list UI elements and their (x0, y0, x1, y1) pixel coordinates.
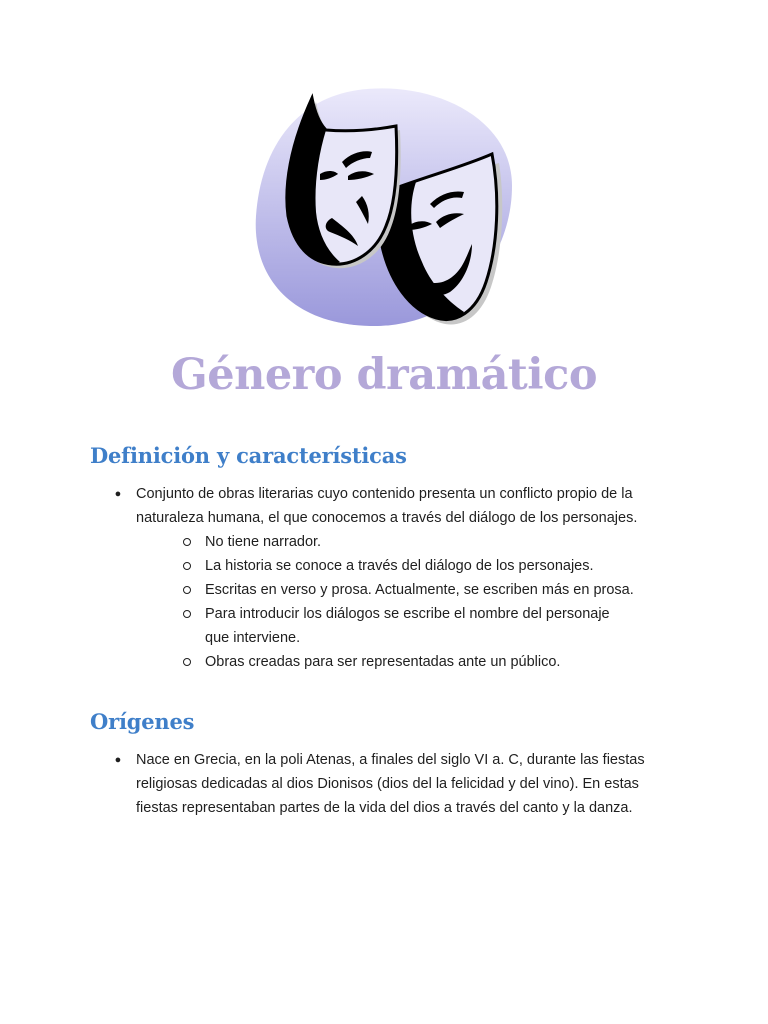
list-item-text: Nace en Grecia, en la poli Atenas, a finales del siglo VI a. C, durante las fiestas religiosas dedicadas al dios Dionisos (dios del la felicidad y del vino). En estas fiestas representaban partes de la vida del dios a través del canto y la danza. (136, 752, 645, 816)
sublist-item (136, 578, 664, 602)
bullet-icon: ● (114, 754, 122, 766)
circle-bullet-icon (183, 538, 191, 546)
sublist-item-text: Escritas en verso y prosa. Actualmente, se escriben más en prosa. (205, 582, 634, 598)
section-heading-definicion: Definición y características (90, 443, 407, 468)
bullet-icon: ● (114, 488, 122, 500)
sublist-item (136, 554, 664, 578)
circle-bullet-icon (183, 562, 191, 570)
page-title: Género dramático (170, 350, 597, 400)
sublist-item-text: La historia se conoce a través del diálogo de los personajes. (205, 558, 594, 574)
list-item (112, 748, 672, 820)
circle-bullet-icon (183, 610, 191, 618)
sublist-item (136, 650, 664, 674)
sublist-item (136, 602, 664, 650)
origins-list (112, 748, 672, 820)
definition-list (112, 482, 672, 674)
sublist-item (136, 530, 664, 554)
list-item (112, 482, 672, 674)
sublist (136, 530, 672, 674)
section-heading-origenes: Orígenes (90, 709, 195, 734)
list-item-text: Conjunto de obras literarias cuyo contenido presenta un conflicto propio de la naturaleza humana, el que conocemos a través del diálogo de los personajes. (136, 486, 638, 526)
theatre-masks-icon (250, 86, 520, 336)
circle-bullet-icon (183, 586, 191, 594)
sublist-item-text: Obras creadas para ser representadas ante un público. (205, 654, 561, 670)
sublist-item-text: Para introducir los diálogos se escribe el nombre del personaje que interviene. (205, 606, 610, 646)
circle-bullet-icon (183, 658, 191, 666)
sublist-item-text: No tiene narrador. (205, 534, 322, 550)
